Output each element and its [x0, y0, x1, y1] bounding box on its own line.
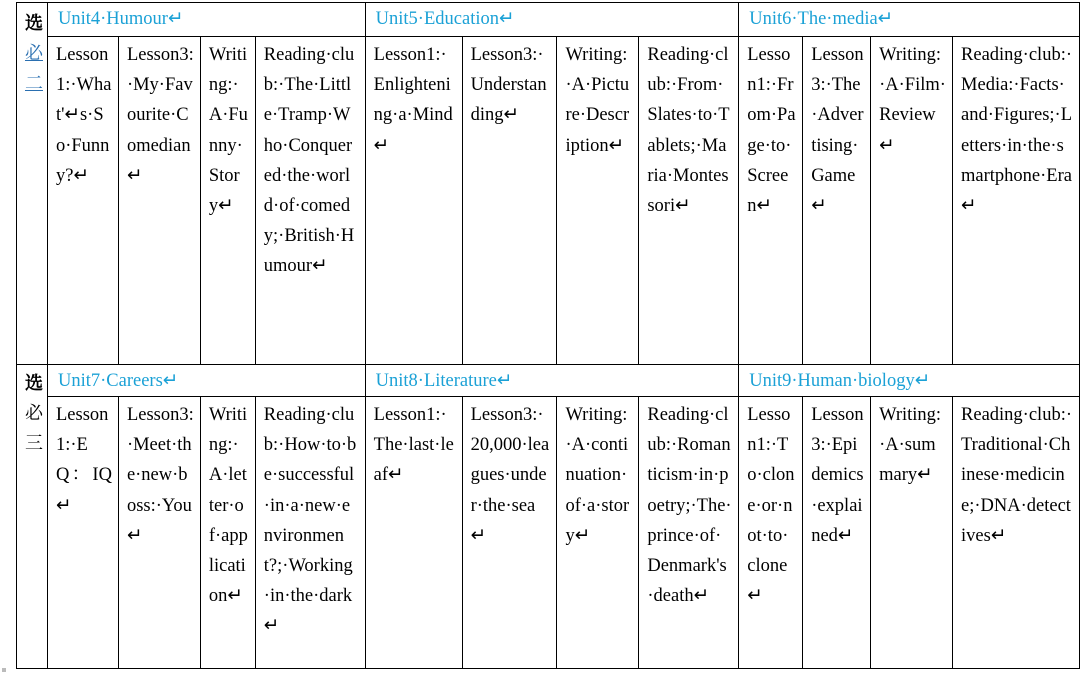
volume-char: 选 [24, 13, 43, 34]
lesson-cell: Lesson1:·From·Page·to·Screen↵ [739, 37, 803, 365]
volume-char: 二 [24, 73, 43, 95]
volume-char: 必 [24, 403, 43, 425]
section-2-lesson-row [17, 397, 1080, 669]
lesson-cell: Lesson3:·Understanding↵ [462, 37, 557, 365]
lesson-cell: Reading·club:·Romanticism·in·poetry;·The·prince·of·Denmark's·death↵ [639, 397, 739, 669]
lesson-cell: Writing:·A·Picture·Description↵ [557, 37, 639, 365]
lesson-cell: Writing:·A·Film·Review↵ [871, 37, 953, 365]
unit-heading: Unit5·Education↵ [365, 3, 739, 37]
lesson-cell: Lesson3:·Meet·the·new·boss:·You↵ [118, 397, 200, 669]
lesson-cell: Writing:·A·summary↵ [871, 397, 953, 669]
lesson-cell: Reading·club:·How·to·be·successful·in·a·new·environment?;·Working·in·the·dark↵ [255, 397, 365, 669]
lesson-cell: Lesson3:·My·Favourite·Comedian↵ [118, 37, 200, 365]
lesson-cell: Lesson1:·The·last·leaf↵ [365, 397, 462, 669]
lesson-cell: Reading·club:·Traditional·Chinese·medicine;·DNA·detectives↵ [953, 397, 1080, 669]
lesson-cell: Writing:·A·Funny·Story↵ [200, 37, 255, 365]
lesson-cell: Lesson1:·To·clone·or·not·to·clone↵ [739, 397, 803, 669]
volume-char: 选 [24, 373, 43, 394]
lesson-cell: Writing:·A·continuation·of·a·story↵ [557, 397, 639, 669]
unit-heading: Unit8·Literature↵ [365, 365, 739, 397]
unit-heading: Unit6·The·media↵ [739, 3, 1080, 37]
lesson-cell: Lesson1:·Enlightening·a·Mind↵ [365, 37, 462, 365]
volume-cell-2 [17, 365, 48, 669]
section-1-lesson-row [17, 37, 1080, 365]
section-1-unit-row [17, 3, 1080, 37]
lesson-cell: Lesson3:·20,000·leagues·under·the·sea↵ [462, 397, 557, 669]
volume-cell-1 [17, 3, 48, 365]
unit-heading: Unit7·Careers↵ [47, 365, 365, 397]
page-edge-marker [2, 668, 6, 672]
lesson-cell: Reading·club:·From·Slates·to·Tablets;·Maria·Montessori↵ [639, 37, 739, 365]
unit-heading: Unit4·Humour↵ [47, 3, 365, 37]
volume-char: 三 [24, 433, 43, 455]
section-2-unit-row [17, 365, 1080, 397]
lesson-cell: Reading·club:·Media:·Facts·and·Figures;·Letters·in·the·smartphone·Era↵ [953, 37, 1080, 365]
lesson-cell: Lesson3:·The·Advertising·Game↵ [803, 37, 871, 365]
lesson-cell: Writing:·A·letter·of·application↵ [200, 397, 255, 669]
curriculum-table [16, 2, 1080, 669]
lesson-cell: Reading·club:·The·Little·Tramp·Who·Conquered·the·world·of·comedy;·British·Humour↵ [255, 37, 365, 365]
lesson-cell: Lesson1:·What'↵s·So·Funny?↵ [47, 37, 118, 365]
unit-heading: Unit9·Human·biology↵ [739, 365, 1080, 397]
lesson-cell: Lesson3:·Epidemics·explained↵ [803, 397, 871, 669]
volume-char: 必 [24, 43, 43, 65]
lesson-cell: Lesson1:·EQ：IQ↵ [47, 397, 118, 669]
